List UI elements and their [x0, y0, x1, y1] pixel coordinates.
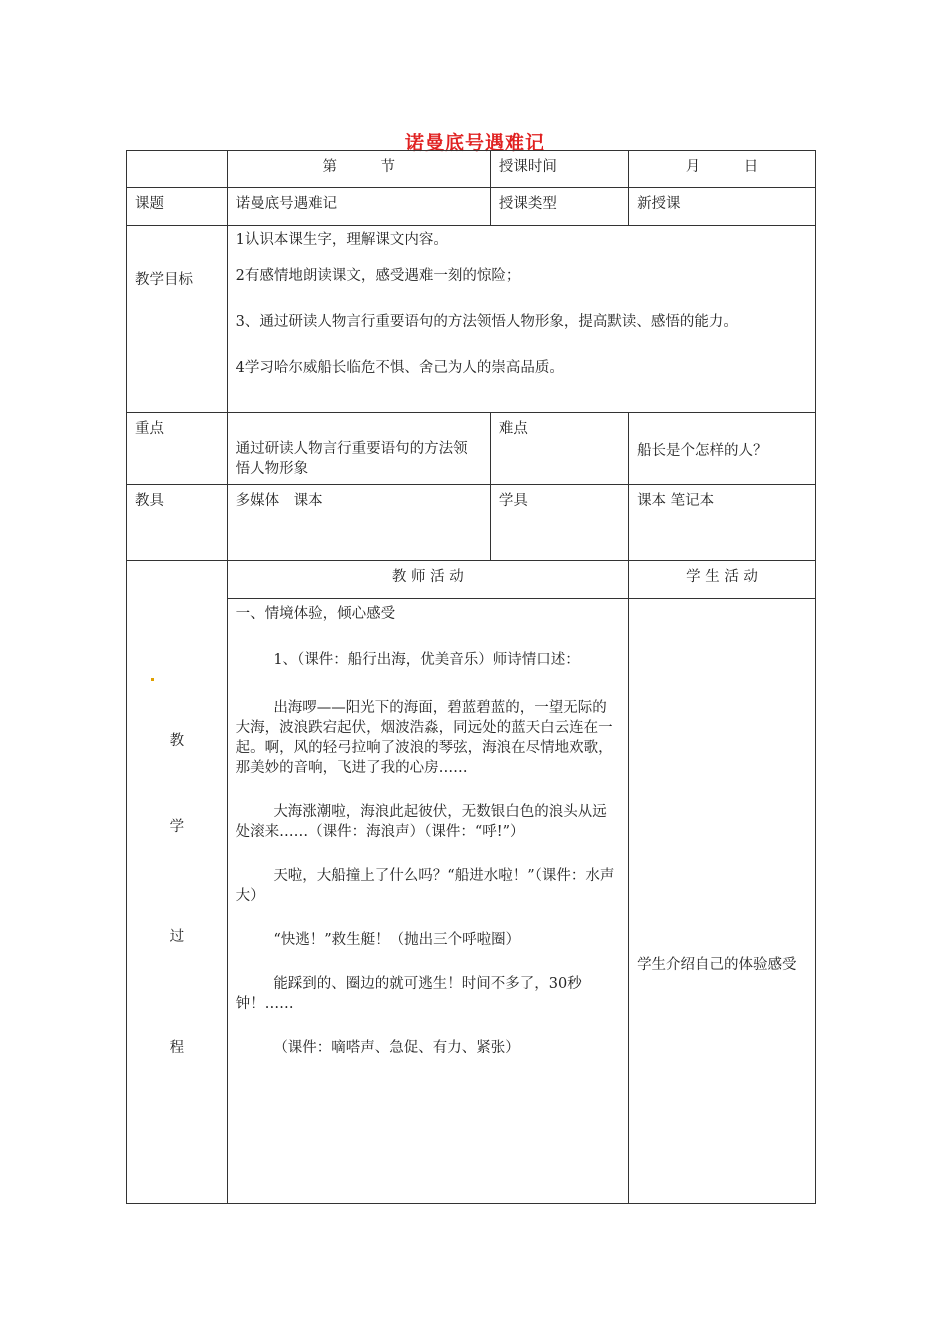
- teacher-paragraph: 天啦，大船撞上了什么吗？“船进水啦！”（课件：水声大）: [235, 868, 615, 904]
- time-label: 授课时间: [490, 151, 628, 188]
- objective-item: 2有感情地朗读课文，感受遇难一刻的惊险；: [235, 268, 521, 284]
- teacher-paragraph: “快逃！”救生艇！（抛出三个呼啦圈）: [273, 932, 521, 948]
- lesson-plan-table: [126, 150, 816, 1204]
- difficulty-label: 难点: [490, 413, 628, 485]
- student-tools-value: 课本 笔记本: [629, 485, 816, 561]
- process-header-row: [127, 561, 816, 599]
- teacher-paragraph: 大海涨潮啦，海浪此起彼伏，无数银白色的浪头从远处滚来……（课件：海浪声）（课件：“呼!”）: [235, 804, 607, 840]
- process-char: 程: [169, 1040, 185, 1056]
- topic-row: [127, 188, 816, 226]
- header-row: [127, 151, 816, 188]
- tools-row: [127, 485, 816, 561]
- objective-item: 4学习哈尔威船长临危不惧、舍己为人的崇高品质。: [235, 360, 564, 376]
- blank-cell: [127, 151, 228, 188]
- teacher-paragraph: 能踩到的、圈边的就可逃生！时间不多了，30秒钟！……: [235, 976, 582, 1012]
- type-label: 授课类型: [490, 188, 628, 226]
- teacher-paragraph: （课件：嘀嗒声、急促、有力、紧张）: [273, 1040, 520, 1056]
- focus-row: [127, 413, 816, 485]
- teacher-activity-cell: [227, 599, 628, 1204]
- focus-value: 通过研读人物言行重要语句的方法领悟人物形象: [227, 413, 490, 485]
- tools-value: 多媒体 课本: [227, 485, 490, 561]
- teacher-paragraph: 一、情境体验，倾心感受: [235, 606, 396, 622]
- objectives-cell: [227, 226, 815, 413]
- process-content-row: [127, 599, 816, 1204]
- objectives-row: [127, 226, 816, 413]
- objectives-label: 教学目标: [127, 226, 228, 413]
- document-title: 诺曼底号遇难记: [404, 132, 545, 154]
- process-char: 学: [169, 819, 185, 835]
- decor-dot: [151, 678, 154, 681]
- topic-value: 诺曼底号遇难记: [227, 188, 490, 226]
- teacher-paragraph: 出海啰——阳光下的海面，碧蓝碧蓝的，一望无际的大海，波浪跌宕起伏，烟波浩淼，同远处的蓝天白云连在一起。啊，风的轻弓拉响了波浪的琴弦，海浪在尽情地欢歌，那美妙的音响，飞进了我的心房……: [235, 700, 613, 776]
- teacher-activity-header: 教 师 活 动: [227, 561, 628, 599]
- process-label: [127, 561, 228, 1204]
- topic-label: 课题: [127, 188, 228, 226]
- student-tools-label: 学具: [490, 485, 628, 561]
- focus-label: 重点: [127, 413, 228, 485]
- process-char: 过: [169, 929, 185, 945]
- jie-cell: 第 节: [227, 151, 490, 188]
- type-value: 新授课: [629, 188, 816, 226]
- student-activity-header: 学 生 活 动: [629, 561, 816, 599]
- objective-item: 3、通过研读人物言行重要语句的方法领悟人物形象，提高默读、感悟的能力。: [235, 314, 738, 330]
- process-char: 教: [169, 733, 185, 749]
- objective-item: 1认识本课生字，理解课文内容。: [235, 232, 448, 248]
- student-activity-cell: [629, 599, 816, 1204]
- student-activity-text: 学生介绍自己的体验感受: [637, 957, 797, 973]
- date-cell: 月 日: [629, 151, 816, 188]
- tools-label: 教具: [127, 485, 228, 561]
- teacher-paragraph: 1、（课件：船行出海，优美音乐）师诗情口述：: [273, 652, 580, 668]
- difficulty-value: 船长是个怎样的人？: [629, 413, 816, 485]
